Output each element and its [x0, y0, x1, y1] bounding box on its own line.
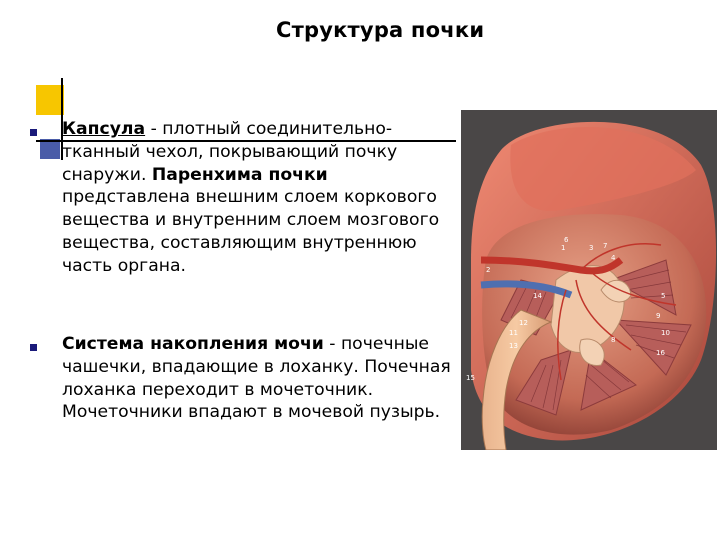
figure-label: 4 [611, 254, 616, 262]
figure-label: 10 [661, 329, 670, 337]
figure-label: 7 [603, 242, 608, 250]
parenchyma-description: представлена внешним слоем коркового вещества и внутренним слоем мозгового вещества, составляющим внутреннюю часть органа. [62, 187, 440, 276]
bullet-capsule-parenchyma [62, 118, 458, 278]
bullet-marker-icon [30, 129, 37, 136]
decorative-blue-square [40, 139, 60, 159]
page-title: Структура почки [276, 18, 485, 42]
figure-label: 12 [519, 319, 528, 327]
figure-label: 16 [656, 349, 665, 357]
figure-label: 13 [509, 342, 518, 350]
urine-system-description: - почечные чашечки, впадающие в лоханку. Почечная лоханка переходит в мочеточник. Мочеточники впадают в мочевой пузырь. [62, 334, 451, 423]
bullet-marker-icon [30, 344, 37, 351]
figure-label: 3 [589, 244, 594, 252]
term-parenchyma: Паренхима почки [151, 164, 328, 185]
term-urine-collecting-system: Система накопления мочи [62, 334, 324, 354]
figure-label: 1 [561, 244, 566, 252]
figure-label: 11 [509, 329, 518, 337]
term-capsule: Капсула [62, 119, 146, 139]
figure-label: 9 [656, 312, 661, 320]
figure-label: 8 [611, 336, 616, 344]
decorative-yellow-square [36, 85, 64, 115]
figure-label: 14 [533, 292, 542, 300]
kidney-cross-section-image [461, 110, 717, 450]
figure-label: 5 [661, 292, 666, 300]
capsule-description: - плотный соединительно-тканный чехол, покрывающий почку снаружи. [62, 119, 398, 185]
figure-label: 15 [466, 374, 475, 382]
bullet-urine-system [62, 333, 458, 424]
figure-label: 2 [486, 266, 491, 274]
figure-label: 6 [564, 236, 569, 244]
